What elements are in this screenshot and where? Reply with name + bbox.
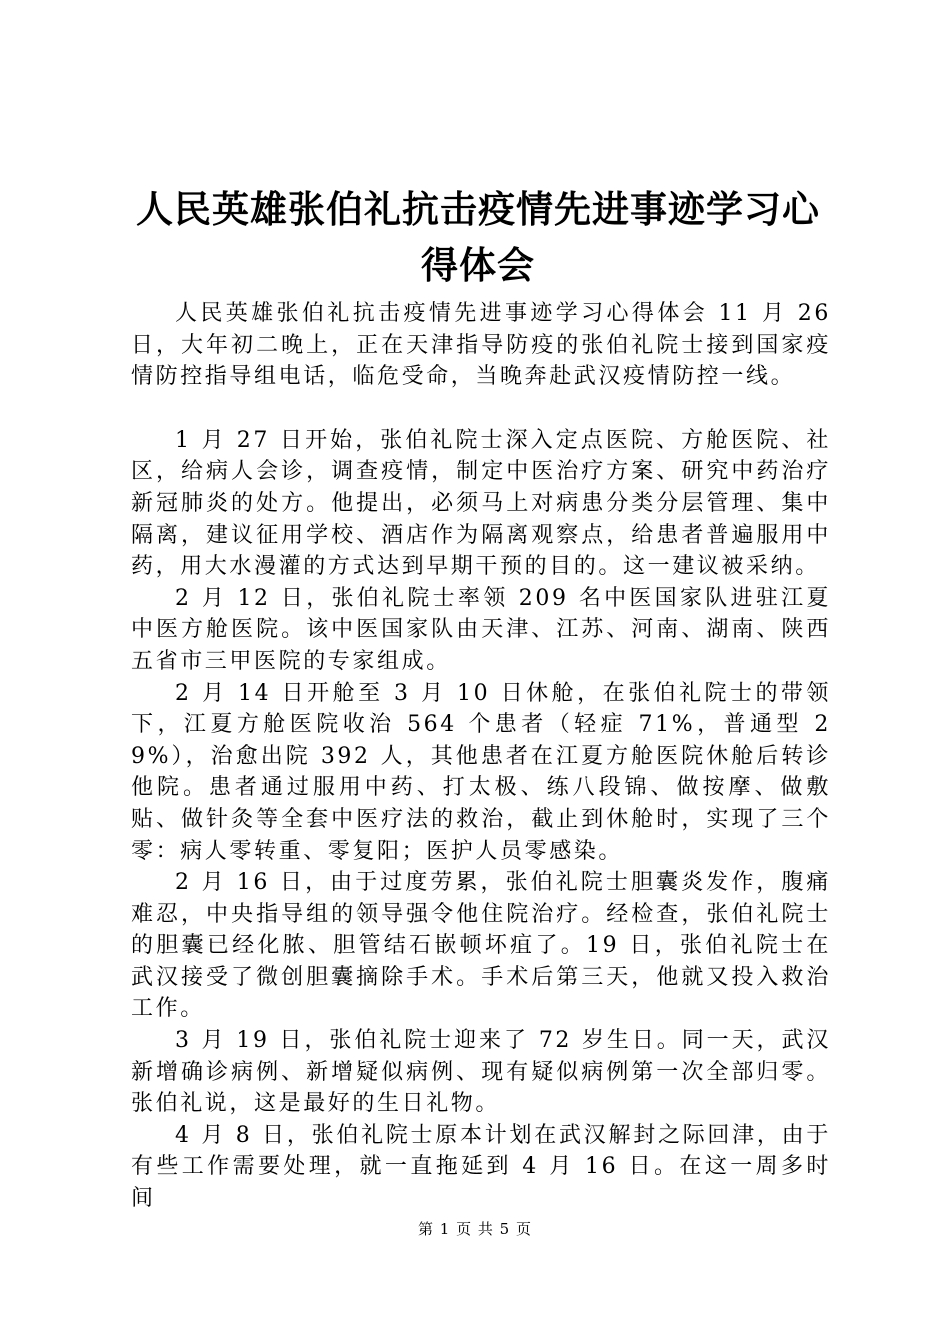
document-body — [131, 298, 831, 1215]
paragraph-4: 2 月 14 日开舱至 3 月 10 日休舱，在张伯礼院士的带领下，江夏方舱医院收治 564 个患者（轻症 71%，普通型 29%），治愈出院 392 人，其他患者在江夏方舱医院休舱后转诊他院。患者通过服用中药、打太极、练八段锦、做按摩、做敷贴、做针灸等全套中医疗法的救治，截止到休舱时，实现了三个零：病人零转重、零复阳；医护人员零感染。 — [131, 680, 831, 864]
paragraph-6: 3 月 19 日，张伯礼院士迎来了 72 岁生日。同一天，武汉新增确诊病例、新增疑似病例、现有疑似病例第一次全部归零。张伯礼说，这是最好的生日礼物。 — [131, 1028, 831, 1117]
paragraph-gap — [131, 393, 831, 425]
paragraph-1: 人民英雄张伯礼抗击疫情先进事迹学习心得体会 11 月 26 日，大年初二晚上，正在天津指导防疫的张伯礼院士接到国家疫情防控指导组电话，临危受命，当晚奔赴武汉疫情防控一线。 — [131, 301, 831, 390]
paragraph-7: 4 月 8 日，张伯礼院士原本计划在武汉解封之际回津，由于有些工作需要处理，就一直拖延到 4 月 16 日。在这一周多时间 — [131, 1122, 831, 1212]
document-title: 人民英雄张伯礼抗击疫情先进事迹学习心得体会 — [136, 188, 820, 287]
paragraph-2: 1 月 27 日开始，张伯礼院士深入定点医院、方舱医院、社区，给病人会诊，调查疫情，制定中医治疗方案、研究中药治疗新冠肺炎的处方。他提出，必须马上对病患分类分层管理、集中隔离，建议征用学校、酒店作为隔离观察点，给患者普遍服用中药，用大水漫灌的方式达到早期干预的目的。这一建议被采纳。 — [131, 427, 831, 580]
paragraph-3: 2 月 12 日，张伯礼院士率领 209 名中医国家队进驻江夏中医方舱医院。该中医国家队由天津、江苏、河南、湖南、陕西五省市三甲医院的专家组成。 — [131, 585, 831, 674]
paragraph-5: 2 月 16 日，由于过度劳累，张伯礼院士胆囊炎发作，腹痛难忍，中央指导组的领导强令他住院治疗。经检查，张伯礼院士的胆囊已经化脓、胆管结石嵌顿坏疽了。19 日，张伯礼院士在武汉接受了微创胆囊摘除手术。手术后第三天，他就又投入救治工作。 — [131, 870, 831, 1022]
page-footer: 第 1 页 共 5 页 — [418, 1220, 532, 1238]
